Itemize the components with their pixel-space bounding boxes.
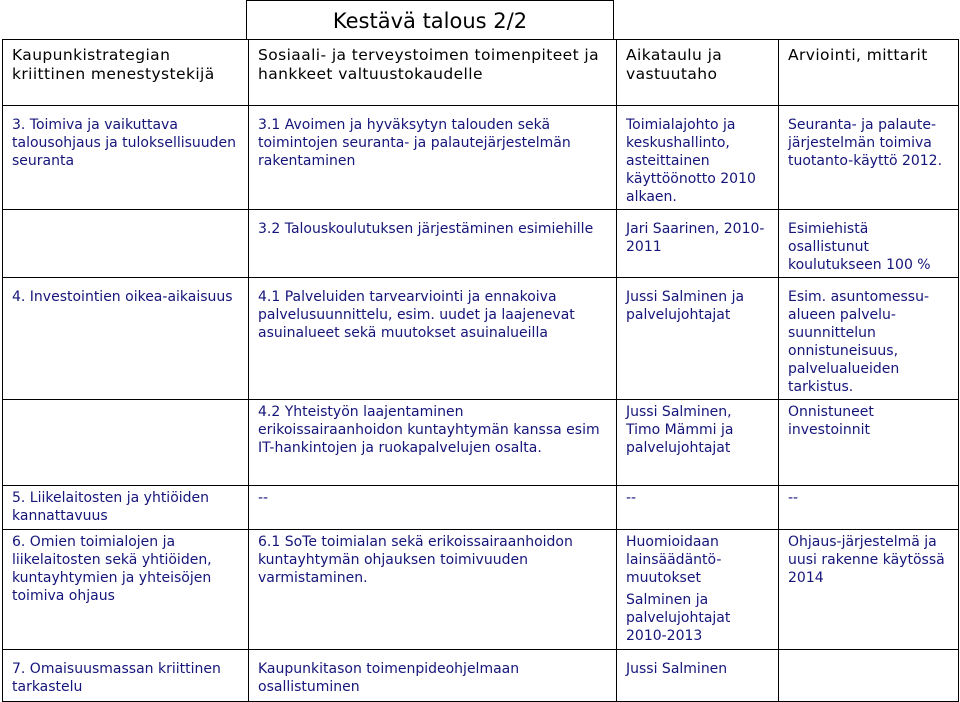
schedule-cell: Toimialajohto ja keskushallinto, asteittainen käyttöönotto 2010 alkaen. (617, 106, 779, 210)
strategy-table (2, 39, 959, 702)
page-title: Kestävä talous 2/2 (246, 0, 614, 40)
evaluation-cell: Ohjaus-järjestelmä ja uusi rakenne käytössä 2014 (779, 530, 959, 650)
header-evaluation: Arviointi, mittarit (779, 40, 959, 106)
header-success-factor: Kaupunkistrategian kriittinen menestystekijä (3, 40, 249, 106)
schedule-cell: Jussi Salminen (617, 650, 779, 702)
header-row (3, 40, 959, 106)
schedule-cell (617, 530, 779, 650)
table-row (3, 210, 959, 278)
evaluation-cell: Seuranta- ja palaute-järjestelmän toimiva tuotanto-käyttö 2012. (779, 106, 959, 210)
schedule-owner: Salminen ja palvelujohtajat 2010-2013 (626, 592, 731, 644)
header-actions: Sosiaali- ja terveystoimen toimenpiteet ja hankkeet valtuustokaudelle (249, 40, 617, 106)
factor-cell: 6. Omien toimialojen ja liikelaitosten sekä yhtiöiden, kuntayhtymien ja yhteisöjen toimiva ohjaus (3, 530, 249, 650)
schedule-cell: Jari Saarinen, 2010-2011 (617, 210, 779, 278)
evaluation-cell (779, 650, 959, 702)
factor-cell: 7. Omaisuusmassan kriittinen tarkastelu (3, 650, 249, 702)
factor-cell (3, 400, 249, 486)
table-row (3, 106, 959, 210)
schedule-cell: Jussi Salminen, Timo Mämmi ja palvelujohtajat (617, 400, 779, 486)
schedule-note: Huomioidaan lainsäädäntö-muutokset (626, 534, 722, 586)
table-row (3, 278, 959, 400)
evaluation-cell: Onnistuneet investoinnit (779, 400, 959, 486)
table-row (3, 650, 959, 702)
factor-cell: 3. Toimiva ja vaikuttava talousohjaus ja tuloksellisuuden seuranta (3, 106, 249, 210)
table-row (3, 400, 959, 486)
evaluation-cell: Esim. asuntomessu-alueen palvelu-suunnittelun onnistuneisuus, palvelualueiden tarkistus. (779, 278, 959, 400)
header-schedule: Aikataulu ja vastuutaho (617, 40, 779, 106)
factor-cell (3, 210, 249, 278)
table-row (3, 486, 959, 530)
evaluation-cell: -- (779, 486, 959, 530)
table-row (3, 530, 959, 650)
action-cell: Kaupunkitason toimenpideohjelmaan osallistuminen (249, 650, 617, 702)
schedule-cell: -- (617, 486, 779, 530)
schedule-cell: Jussi Salminen ja palvelujohtajat (617, 278, 779, 400)
action-cell: 3.1 Avoimen ja hyväksytyn talouden sekä toimintojen seuranta- ja palautejärjestelmän rakentaminen (249, 106, 617, 210)
factor-cell: 4. Investointien oikea-aikaisuus (3, 278, 249, 400)
evaluation-cell: Esimiehistä osallistunut koulutukseen 100 % (779, 210, 959, 278)
action-cell: 4.1 Palveluiden tarvearviointi ja ennakoiva palvelusuunnittelu, esim. uudet ja laajenevat asuinalueet sekä muutokset asuinalueilla (249, 278, 617, 400)
action-cell: 3.2 Talouskoulutuksen järjestäminen esimiehille (249, 210, 617, 278)
action-cell: 4.2 Yhteistyön laajentaminen erikoissairaanhoidon kuntayhtymän kanssa esim IT-hankintojen ja ruokapalvelujen osalta. (249, 400, 617, 486)
action-cell: 6.1 SoTe toimialan sekä erikoissairaanhoidon kuntayhtymän ohjauksen toimivuuden varmistaminen. (249, 530, 617, 650)
action-cell: -- (249, 486, 617, 530)
factor-cell: 5. Liikelaitosten ja yhtiöiden kannattavuus (3, 486, 249, 530)
